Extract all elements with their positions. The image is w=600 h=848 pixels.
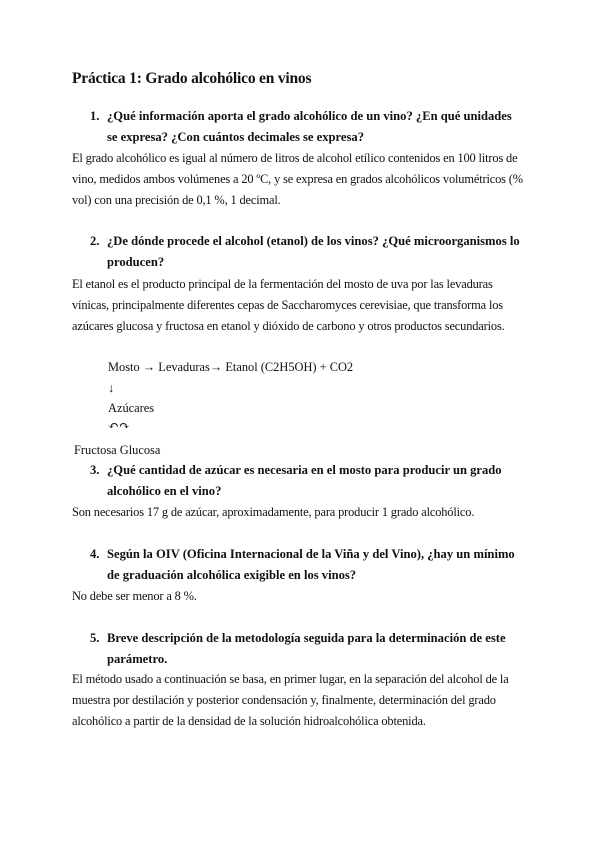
question-3 [90, 460, 520, 502]
question-number: 4. [90, 547, 100, 561]
question-1 [90, 106, 520, 148]
reaction-equation: Mosto → Levaduras→ Etanol (C2H5OH) + CO2 [108, 360, 354, 374]
answer-5: El método usado a continuación se basa, en primer lugar, en la separación del alcohol de la muestra por destilación y posterior condensación y, finalmente, determinación del grado alcohólico a partir de la densidad de la solución hidroalcohólica obtenida. [72, 672, 509, 728]
question-text: ¿Qué información aporta el grado alcohólico de un vino? ¿En qué unidades se expresa? ¿Con cuántos decimales se expresa? [107, 109, 512, 144]
question-number: 3. [90, 463, 100, 477]
question-number: 1. [90, 109, 100, 123]
answer-4: No debe ser menor a 8 %. [72, 589, 197, 603]
answer-2: El etanol es el producto principal de la fermentación del mosto de uva por las levaduras vínicas, principalmente diferentes cepas de Saccharomyces cerevisiae, que transforma los azúcares glucosa y fructosa en etanol y dióxido de carbono y otros productos secundarios. [72, 277, 505, 333]
question-number: 2. [90, 234, 100, 248]
azucares-label: Azúcares [108, 401, 155, 415]
question-text: ¿Qué cantidad de azúcar es necesaria en el mosto para producir un grado alcohólico en el vino? [107, 463, 502, 498]
branch-arrows-icon: ↶↷ [108, 418, 130, 433]
down-arrow-icon: ↓ [108, 381, 115, 395]
question-4 [90, 544, 520, 586]
question-text: ¿De dónde procede el alcohol (etanol) de los vinos? ¿Qué microorganismos lo producen? [107, 234, 520, 269]
answer-3: Son necesarios 17 g de azúcar, aproximadamente, para producir 1 grado alcohólico. [72, 505, 475, 519]
page-title: Práctica 1: Grado alcohólico en vinos [72, 70, 312, 87]
question-number: 5. [90, 631, 100, 645]
question-5 [90, 628, 520, 670]
question-text: Según la OIV (Oficina Internacional de la Viña y del Vino), ¿hay un mínimo de graduación alcohólica exigible en los vinos? [107, 547, 515, 582]
sugars-label: Fructosa Glucosa [74, 443, 161, 457]
answer-1: El grado alcohólico es igual al número de litros de alcohol etílico contenidos en 100 litros de vino, medidos ambos volúmenes a 20 ºC, y se expresa en grados alcohólicos volumétricos (% vol) con una precisión de 0,1 %, 1 decimal. [72, 151, 523, 207]
question-2 [90, 231, 520, 273]
question-text: Breve descripción de la metodología seguida para la determinación de este parámetro. [107, 631, 506, 666]
